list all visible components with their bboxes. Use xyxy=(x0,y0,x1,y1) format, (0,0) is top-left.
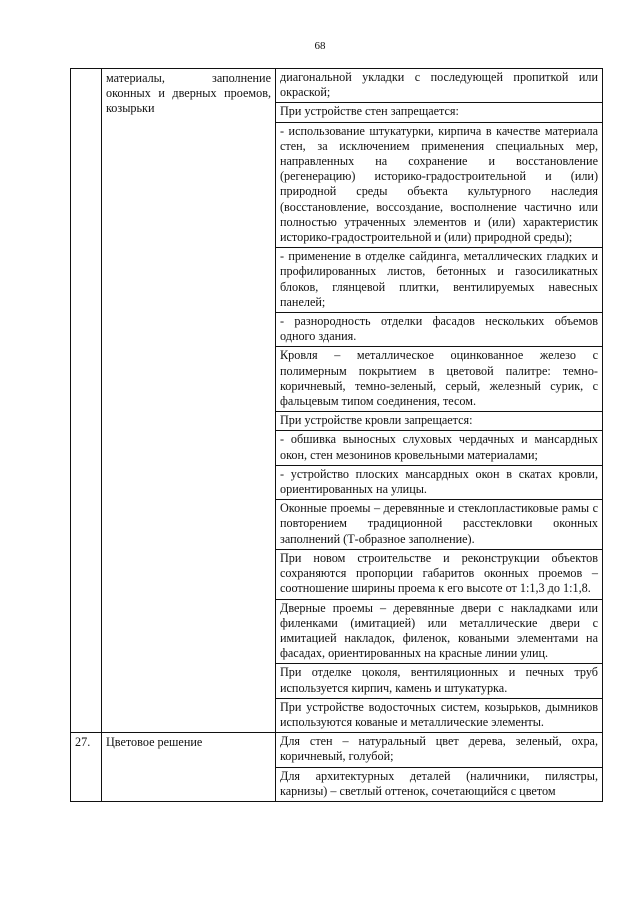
requirements-table xyxy=(70,68,603,802)
paragraph: При отделке цоколя, вентиляционных и печных труб используется кирпич, камень и штукатурка. xyxy=(276,664,602,698)
row-number-cell xyxy=(71,733,102,802)
paragraph: - использование штукатурки, кирпича в качестве материала стен, за исключением применения специальных мер, направленных на сохранение и восстановление (регенерацию) историко-градостроительной и (или) природной среды объекта культурного наследия (восстановление, воссоздание, восполнение частично или полностью утраченных элементов и (или) характеристик историко-градостроительной и (или) природной среды); xyxy=(276,123,602,249)
paragraph: - разнородность отделки фасадов нескольких объемов одного здания. xyxy=(276,313,602,347)
paragraph: При устройстве стен запрещается: xyxy=(276,103,602,122)
paragraph: - устройство плоских мансардных окон в скатах кровли, ориентированных на улицы. xyxy=(276,466,602,500)
paragraph: При устройстве водосточных систем, козырьков, дымников используются кованые и металлические элементы. xyxy=(280,699,598,729)
paragraph: Кровля – металлическое оцинкованное железо с полимерным покрытием в цветовой палитре: темно-коричневый, темно-зеленый, серый, железный сурик, с фальцевым типом соединения, тесом. xyxy=(276,347,602,412)
paragraph: - применение в отделке сайдинга, металлических гладких и профилированных листов, бетонных и газосиликатных блоков, глянцевой плитки, вентилируемых навесных панелей; xyxy=(276,248,602,313)
paragraph: Для архитектурных деталей (наличники, пилястры, карнизы) – светлый оттенок, сочетающийся с цветом xyxy=(280,768,598,798)
row-number: 27. xyxy=(75,735,91,750)
paragraph: При устройстве кровли запрещается: xyxy=(276,412,602,431)
paragraph: - обшивка выносных слуховых чердачных и мансардных окон, стен мезонинов кровельными материалами; xyxy=(276,431,602,465)
row-name-cell xyxy=(102,69,276,733)
row-name: Цветовое решение xyxy=(106,735,203,750)
paragraph: диагональной укладки с последующей пропиткой или окраской; xyxy=(276,69,602,103)
row-name: материалы, заполнение оконных и дверных проемов, козырьки xyxy=(106,71,271,116)
table-row xyxy=(71,69,603,733)
row-description-cell xyxy=(276,69,603,733)
page-number: 68 xyxy=(314,40,326,52)
paragraph: Дверные проемы – деревянные двери с накладками или филенками (имитацией) или металлические двери с имитацией накладок, филенок, коваными элементами на фасадах, ориентированных на красные линии улиц. xyxy=(276,600,602,665)
paragraph: При новом строительстве и реконструкции объектов сохраняются пропорции габаритов оконных проемов – соотношение ширины проема к его высоте от 1:1,3 до 1:1,8. xyxy=(276,550,602,600)
row-number xyxy=(71,69,101,73)
paragraph: Оконные проемы – деревянные и стеклопластиковые рамы с повторением традиционной расстекловки оконных заполнений (Т-образное заполнение). xyxy=(276,500,602,550)
row-description-cell xyxy=(276,733,603,802)
row-number-cell xyxy=(71,69,102,733)
row-name-cell xyxy=(102,733,276,802)
paragraph: Для стен – натуральный цвет дерева, зеленый, охра, коричневый, голубой; xyxy=(276,733,602,767)
table-row xyxy=(71,733,603,802)
